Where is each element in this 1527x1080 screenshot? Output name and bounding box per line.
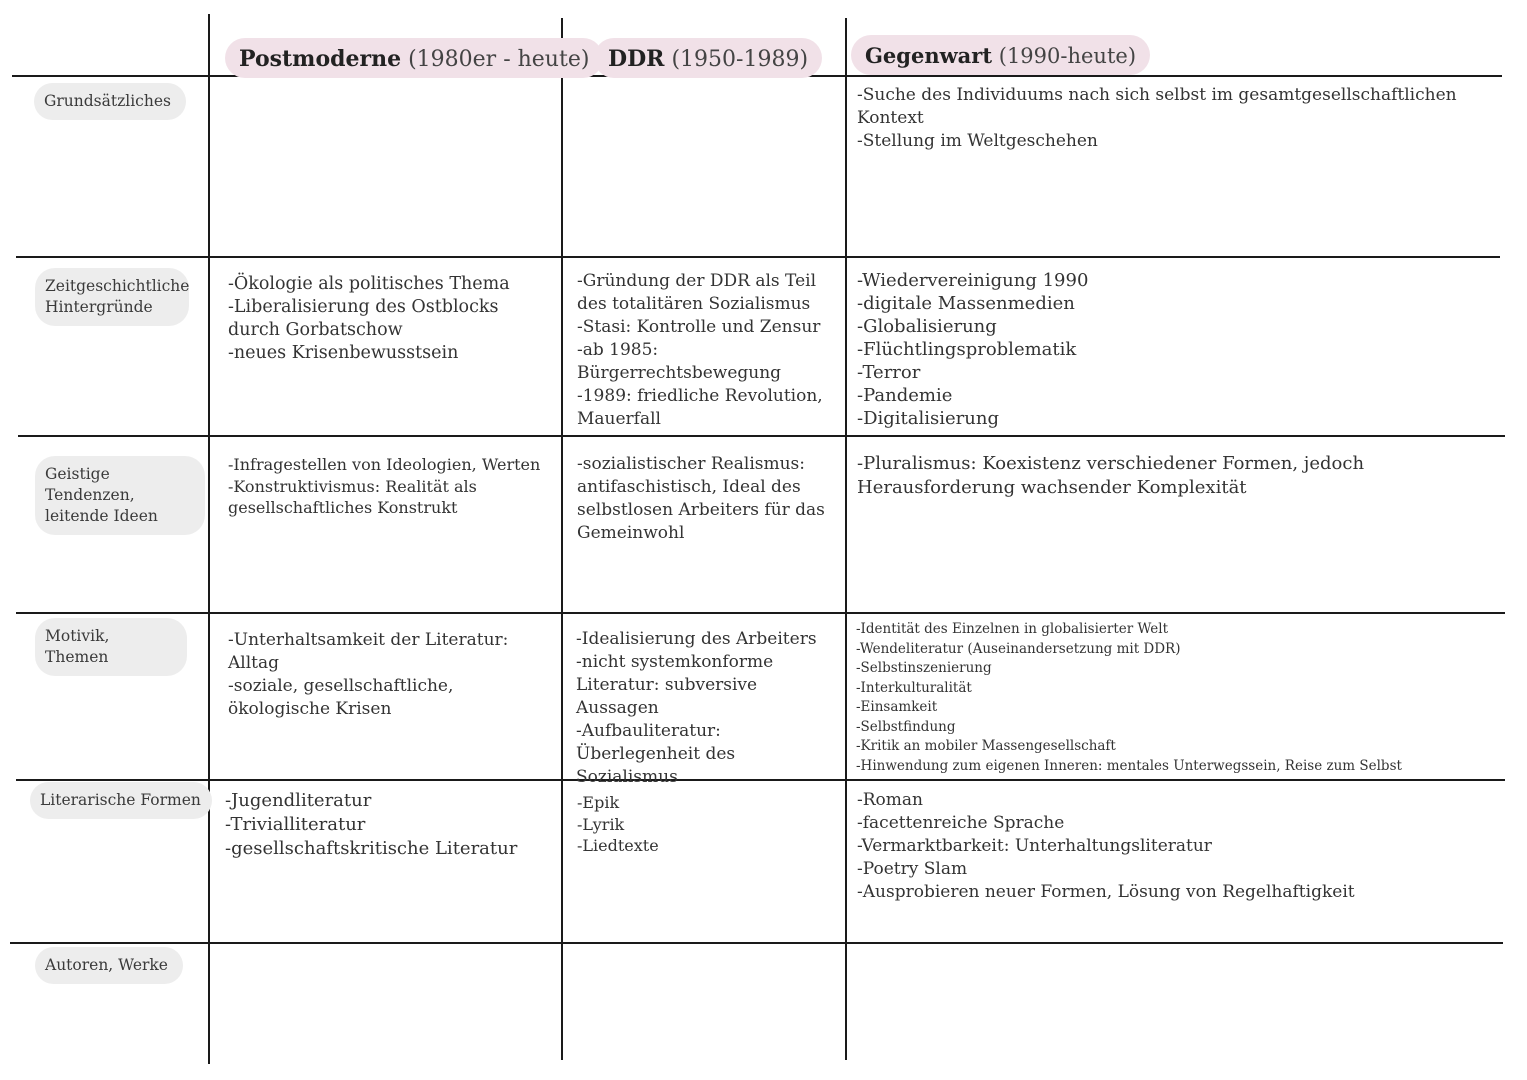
- list-item: -Trivialliteratur: [225, 814, 366, 835]
- row-label-zeitgeschichtliche-hintergruende: Zeitgeschichtliche Hintergründe: [35, 268, 189, 326]
- list-item: -sozialistischer Realismus: antifaschistisch, Ideal des selbstlosen Arbeiters für das Gemeinwohl: [577, 454, 825, 543]
- cell-grundsaetzliches-gegenwart: [857, 84, 1497, 153]
- row-label-geistige-tendenzen: Geistige Tendenzen, leitende Ideen: [35, 456, 205, 535]
- list-item: -neues Krisenbewusstsein: [228, 343, 459, 363]
- row-label-autoren-werke: Autoren, Werke: [35, 947, 183, 984]
- cell-motivik-ddr: [576, 628, 842, 789]
- list-item: -Ökologie als politisches Thema: [228, 274, 510, 294]
- list-item: -Ausprobieren neuer Formen, Lösung von Regelhaftigkeit: [857, 882, 1355, 902]
- list-item: -Globalisierung: [857, 316, 997, 337]
- list-item: -Unterhaltsamkeit der Literatur: Alltag: [228, 630, 509, 673]
- column-name: Gegenwart: [865, 43, 993, 68]
- cell-tendenzen-gegenwart: [857, 452, 1497, 500]
- list-item: -Konstruktivismus: Realität als gesellschaftliches Konstrukt: [228, 476, 477, 517]
- row-divider-3: [16, 612, 1505, 614]
- col-divider-2: [561, 18, 563, 1060]
- list-item: -Infragestellen von Ideologien, Werten: [228, 455, 541, 474]
- row-divider-1: [16, 256, 1500, 258]
- cell-formen-gegenwart: [857, 789, 1497, 904]
- list-item: -facettenreiche Sprache: [857, 813, 1065, 833]
- column-years: (1980er - heute): [408, 47, 590, 72]
- list-item: -Jugendliteratur: [225, 790, 372, 811]
- list-item: -Vermarktbarkeit: Unterhaltungsliteratur: [857, 836, 1212, 856]
- list-item: -Selbstfindung: [856, 718, 956, 735]
- list-item: -Selbstinszenierung: [856, 660, 992, 676]
- list-item: -Gründung der DDR als Teil des totalitären Sozialismus: [577, 271, 817, 314]
- row-label-motivik-themen: Motivik, Themen: [35, 618, 187, 676]
- list-item: -nicht systemkonforme Literatur: subversive Aussagen: [576, 652, 774, 718]
- column-header-gegenwart: [851, 35, 1150, 75]
- list-item: -Terror: [857, 362, 921, 383]
- list-item: -gesellschaftskritische Literatur: [225, 838, 518, 859]
- cell-formen-ddr: [577, 792, 839, 857]
- list-item: -Kritik an mobiler Massengesellschaft: [856, 738, 1116, 754]
- list-item: -Poetry Slam: [857, 859, 968, 879]
- list-item: -Identität des Einzelnen in globalisierter Welt: [856, 621, 1169, 637]
- cell-formen-postmoderne: [225, 789, 545, 861]
- list-item: -Pluralismus: Koexistenz verschiedener Formen, jedoch Herausforderung wachsender Komplexität: [857, 453, 1365, 498]
- list-item: -Wiedervereinigung 1990: [857, 270, 1089, 291]
- list-item: -Liberalisierung des Ostblocks durch Gorbatschow: [228, 297, 499, 340]
- list-item: -Roman: [857, 790, 923, 810]
- list-item: -Aufbauliteratur: Überlegenheit des Sozialismus: [576, 721, 736, 787]
- col-divider-1: [208, 14, 210, 1064]
- cell-motivik-gegenwart: [856, 620, 1501, 776]
- column-name: Postmoderne: [239, 46, 402, 72]
- list-item: -Suche des Individuums nach sich selbst im gesamtgesellschaftlichen Kontext: [857, 85, 1457, 128]
- list-item: -Einsamkeit: [856, 699, 938, 715]
- list-item: -Flüchtlingsproblematik: [857, 339, 1077, 360]
- cell-tendenzen-postmoderne: [228, 454, 548, 519]
- list-item: -Wendeliteratur (Auseinandersetzung mit DDR): [856, 640, 1181, 657]
- cell-hintergruende-postmoderne: [228, 273, 548, 365]
- row-divider-5: [10, 942, 1503, 944]
- cell-motivik-postmoderne: [228, 629, 548, 721]
- list-item: -Stasi: Kontrolle und Zensur: [577, 317, 821, 337]
- list-item: -Hinwendung zum eigenen Inneren: mentales Unterwegssein, Reise zum Selbst: [856, 757, 1402, 774]
- row-label-literarische-formen: Literarische Formen: [30, 782, 212, 819]
- list-item: -Stellung im Weltgeschehen: [857, 131, 1098, 151]
- list-item: -Digitalisierung: [857, 408, 999, 429]
- list-item: -ab 1985: Bürgerrechtsbewegung: [577, 340, 782, 383]
- list-item: -Pandemie: [857, 385, 953, 406]
- column-name: DDR: [608, 46, 665, 72]
- list-item: -Lyrik: [577, 814, 625, 834]
- cell-hintergruende-gegenwart: [857, 269, 1457, 430]
- row-label-grundsaetzliches: Grundsätzliches: [34, 83, 186, 120]
- column-header-postmoderne: [225, 38, 603, 78]
- row-divider-2: [18, 435, 1505, 437]
- col-divider-3: [845, 18, 847, 1060]
- list-item: -Idealisierung des Arbeiters: [576, 629, 817, 649]
- list-item: -digitale Massenmedien: [857, 293, 1075, 314]
- column-years: (1950-1989): [671, 47, 809, 72]
- list-item: -soziale, gesellschaftliche, ökologische Krisen: [228, 676, 454, 719]
- list-item: -Interkulturalität: [856, 679, 972, 696]
- cell-hintergruende-ddr: [577, 270, 839, 431]
- list-item: -Liedtexte: [577, 836, 659, 855]
- list-item: -1989: friedliche Revolution, Mauerfall: [577, 386, 823, 429]
- list-item: -Epik: [577, 793, 620, 812]
- column-years: (1990-heute): [998, 44, 1137, 68]
- column-header-ddr: [594, 38, 822, 78]
- cell-tendenzen-ddr: [577, 453, 839, 545]
